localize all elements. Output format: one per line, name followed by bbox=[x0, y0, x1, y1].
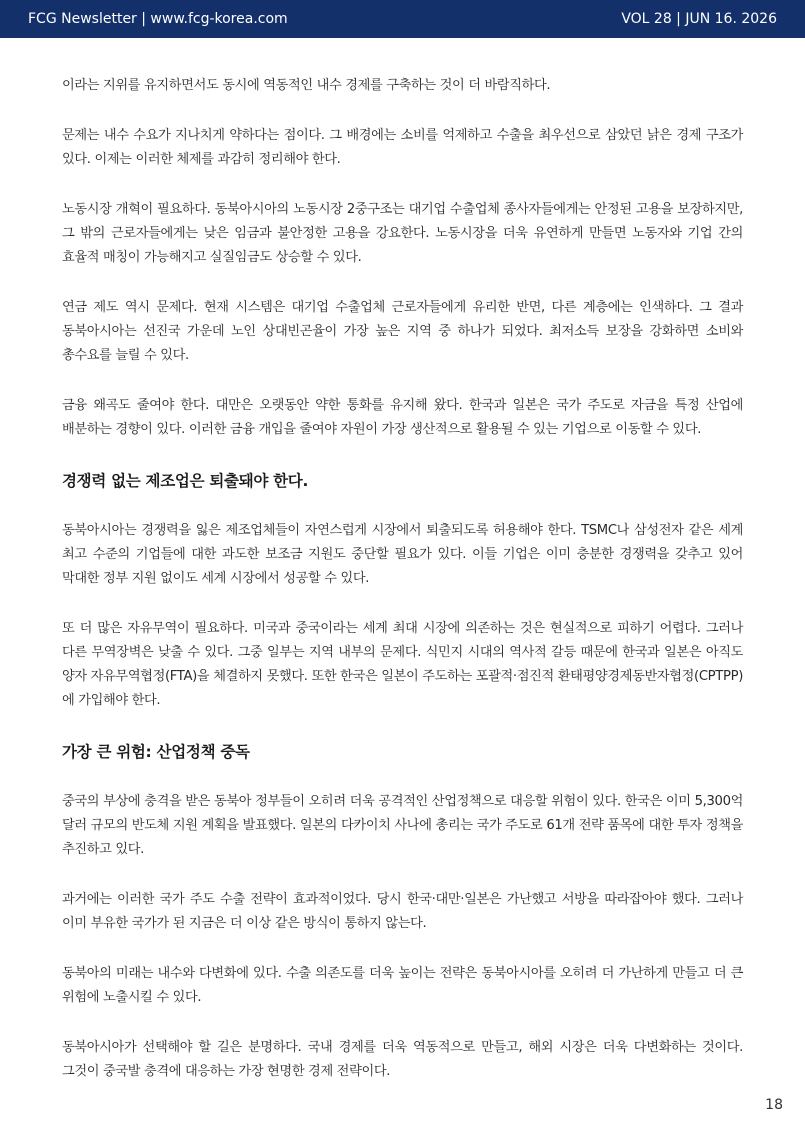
paragraph: 중국의 부상에 충격을 받은 동북아 정부들이 오히려 더욱 공격적인 산업정책으로 대응할 위험이 있다. 한국은 이미 5,300억 달러 규모의 반도체 지원 계획을 발표했다. 일본의 다카이치 사나에 총리는 국가 주도로 61개 전략 품목에 대한 투자 정책을 추진하고 있다. bbox=[62, 794, 743, 857]
paragraph: 동북아의 미래는 내수와 다변화에 있다. 수출 의존도를 더욱 높이는 전략은 동북아시아를 오히려 더 가난하게 만들고 더 큰 위험에 노출시킬 수 있다. bbox=[62, 966, 743, 1005]
paragraph: 금융 왜곡도 줄여야 한다. 대만은 오랫동안 약한 통화를 유지해 왔다. 한국과 일본은 국가 주도로 자금을 특정 산업에 배분하는 경향이 있다. 이러한 금융 개입을 줄여야 자원이 가장 생산적으로 활용될 수 있는 기업으로 이동할 수 있다. bbox=[62, 398, 743, 437]
section-heading: 경쟁력 없는 제조업은 퇴출돼야 한다. bbox=[62, 472, 309, 490]
newsletter-header bbox=[0, 0, 805, 38]
page-number: 18 bbox=[765, 1097, 783, 1113]
paragraph: 문제는 내수 수요가 지나치게 약하다는 점이다. 그 배경에는 소비를 억제하고 수출을 최우선으로 삼았던 낡은 경제 구조가 있다. 이제는 이러한 체제를 과감히 정리해야 한다. bbox=[62, 128, 743, 167]
paragraph: 또 더 많은 자유무역이 필요하다. 미국과 중국이라는 세계 최대 시장에 의존하는 것은 현실적으로 피하기 어렵다. 그러나 다른 무역장벽은 낮출 수 있다. 그중 일부는 지역 내부의 문제다. 식민지 시대의 역사적 갈등 때문에 한국과 일본은 아직도 양자 자유무역협정(FTA)을 체결하지 못했다. 또한 한국은 일본이 주도하는 포괄적·점진적 환태평양경제동반자협정(CPTPP)에 가입해야 한다. bbox=[62, 621, 743, 708]
paragraph: 이라는 지위를 유지하면서도 동시에 역동적인 내수 경제를 구축하는 것이 더 바람직하다. bbox=[62, 78, 551, 93]
paragraph: 과거에는 이러한 국가 주도 수출 전략이 효과적이었다. 당시 한국·대만·일본은 가난했고 서방을 따라잡아야 했다. 그러나 이미 부유한 국가가 된 지금은 더 이상 같은 방식이 통하지 않는다. bbox=[62, 892, 743, 931]
header-publication-info: FCG Newsletter | www.fcg-korea.com bbox=[28, 11, 288, 27]
paragraph: 동북아시아가 선택해야 할 길은 분명하다. 국내 경제를 더욱 역동적으로 만들고, 해외 시장은 더욱 다변화하는 것이다. 그것이 중국발 충격에 대응하는 가장 현명한 경제 전략이다. bbox=[62, 1040, 743, 1079]
section-heading: 가장 큰 위험: 산업정책 중독 bbox=[62, 743, 250, 761]
paragraph: 동북아시아는 경쟁력을 잃은 제조업체들이 자연스럽게 시장에서 퇴출되도록 허용해야 한다. TSMC나 삼성전자 같은 세계 최고 수준의 기업들에 대한 과도한 보조금 지원도 중단할 필요가 있다. 이들 기업은 이미 충분한 경쟁력을 갖추고 있어 막대한 정부 지원 없이도 세계 시장에서 성공할 수 있다. bbox=[62, 523, 743, 586]
header-issue-date: VOL 28 | JUN 16. 2026 bbox=[621, 11, 777, 27]
paragraph: 노동시장 개혁이 필요하다. 동북아시아의 노동시장 2중구조는 대기업 수출업체 종사자들에게는 안정된 고용을 보장하지만, 그 밖의 근로자들에게는 낮은 임금과 불안정한 고용을 강요한다. 노동시장을 더욱 유연하게 만들면 노동자와 기업 간의 효율적 매칭이 가능해지고 실질임금도 상승할 수 있다. bbox=[62, 202, 743, 265]
article-body bbox=[62, 74, 743, 1110]
paragraph: 연금 제도 역시 문제다. 현재 시스템은 대기업 수출업체 근로자들에게 유리한 반면, 다른 계층에는 인색하다. 그 결과 동북아시아는 선진국 가운데 노인 상대빈곤율이 가장 높은 지역 중 하나가 되었다. 최저소득 보장을 강화하면 소비와 총수요를 늘릴 수 있다. bbox=[62, 300, 743, 363]
